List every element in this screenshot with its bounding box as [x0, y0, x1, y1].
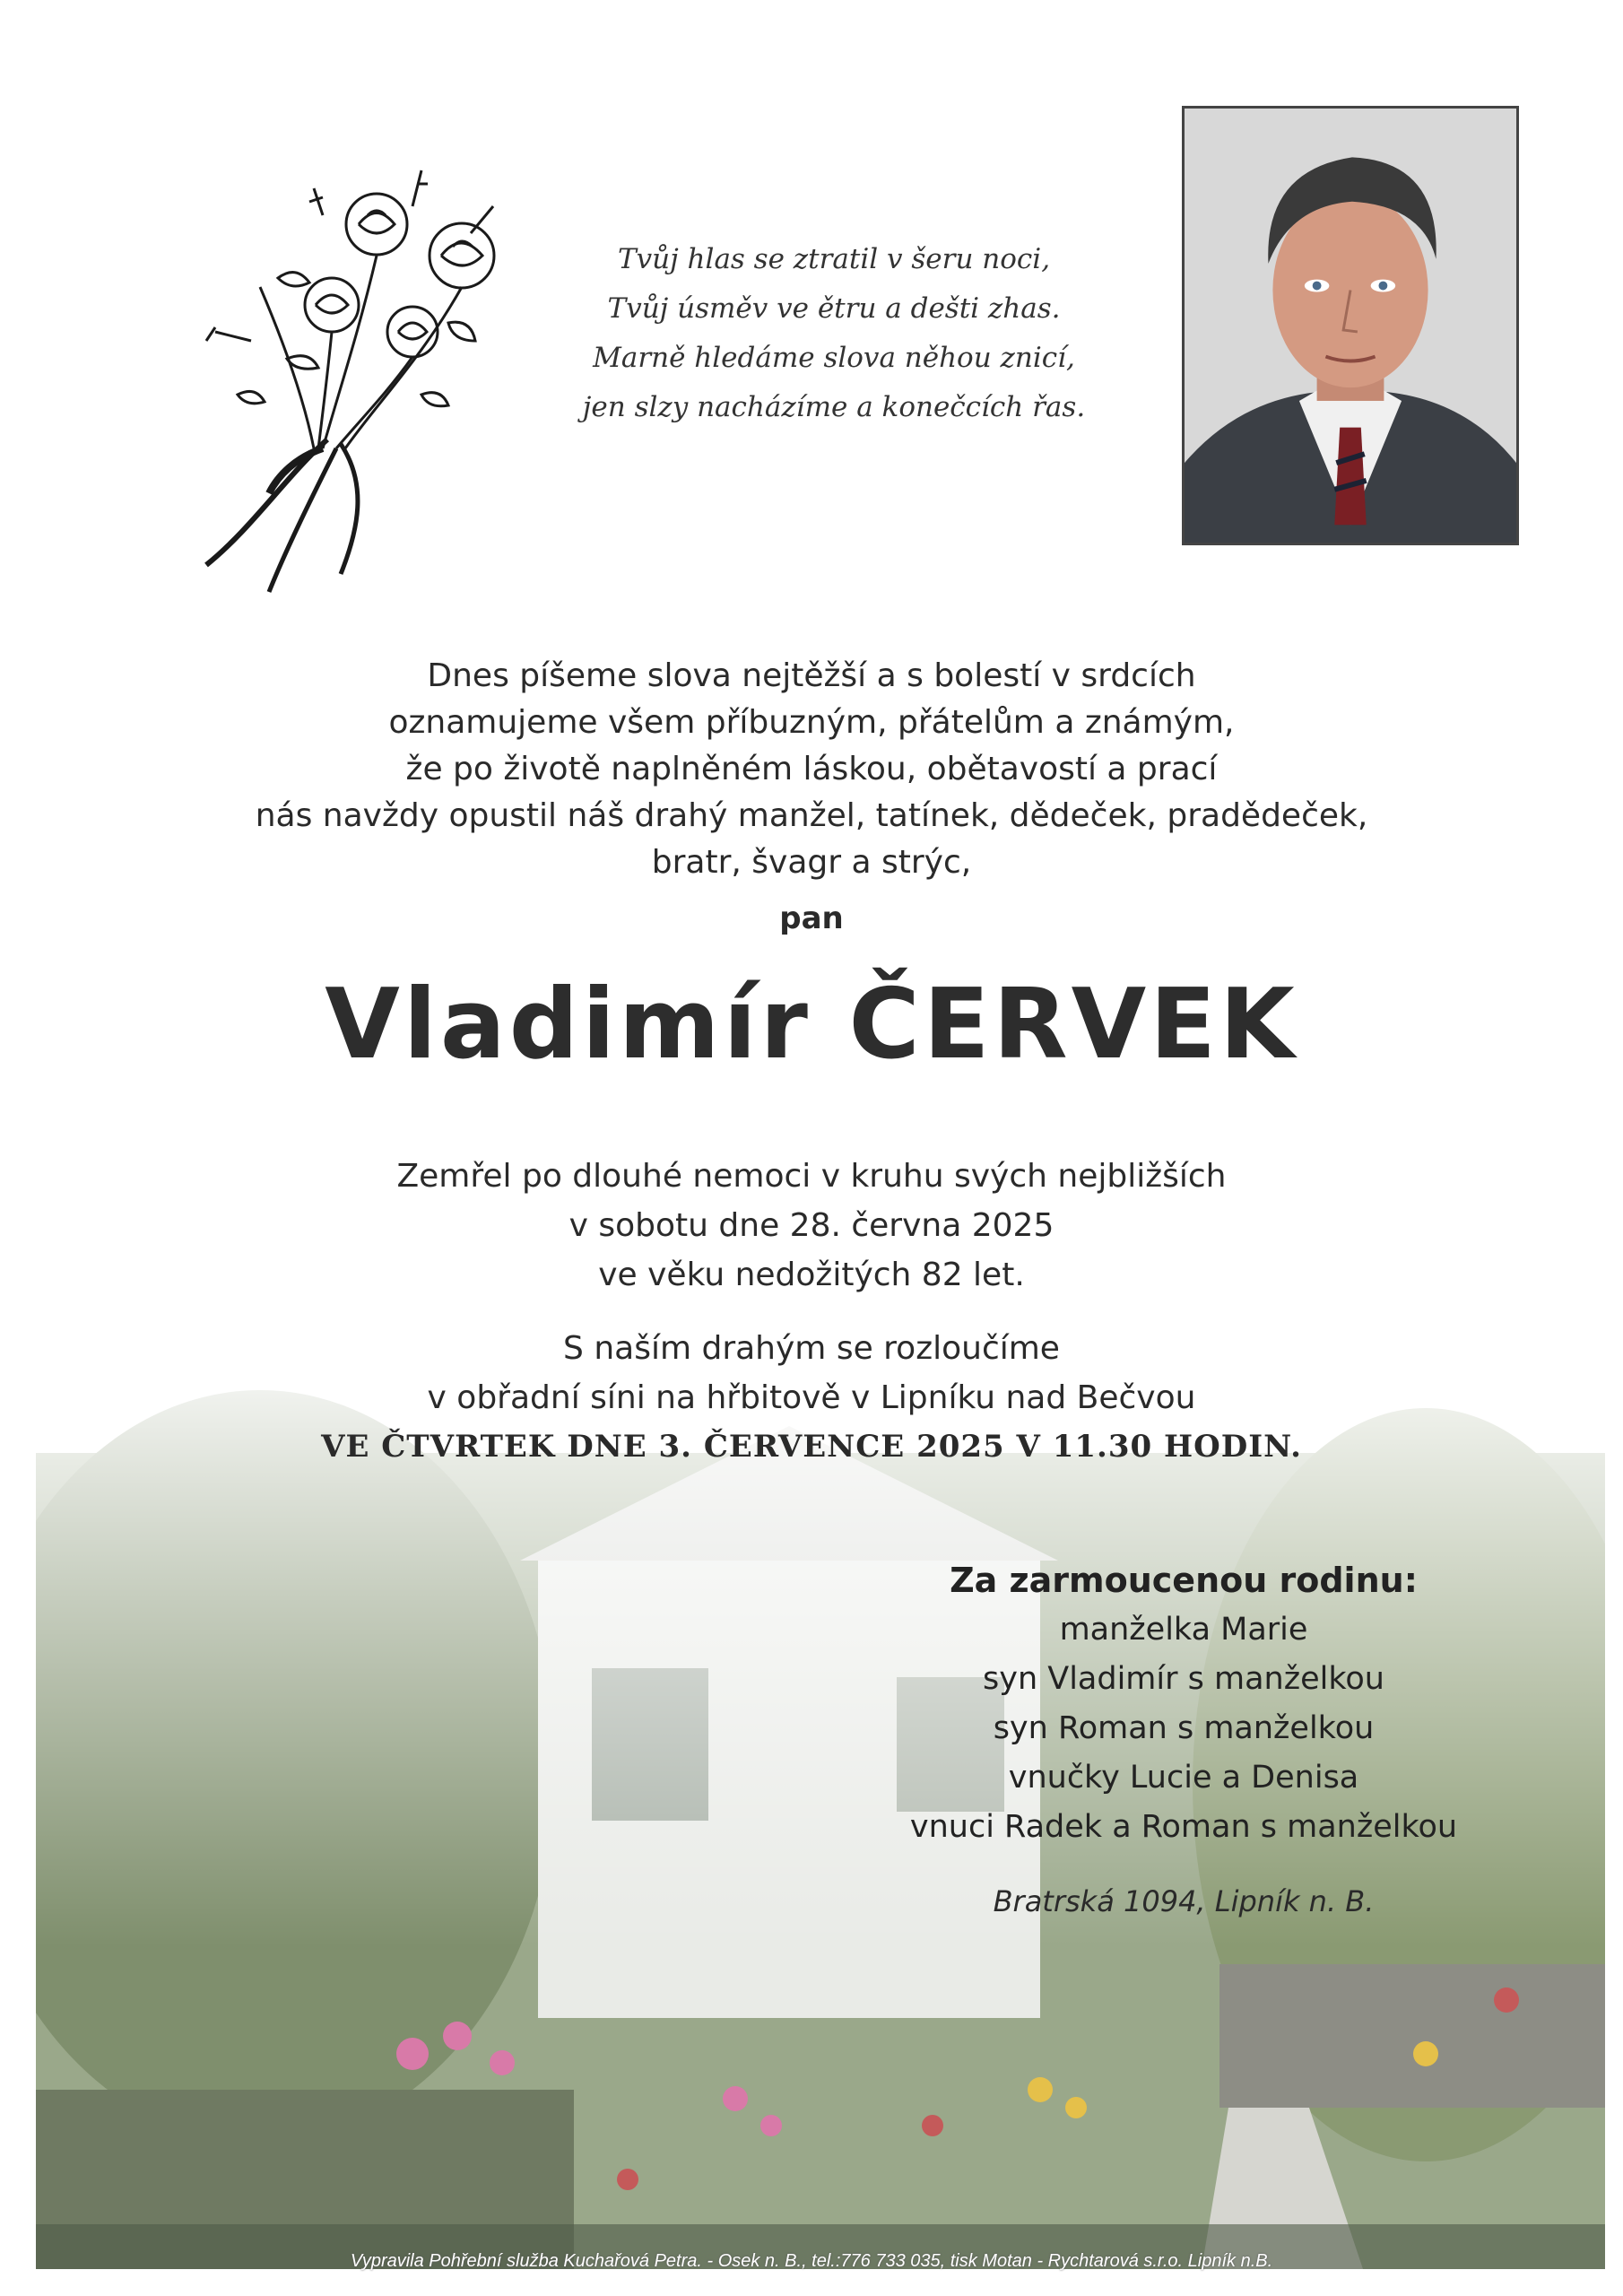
- family-member: syn Vladimír s manželkou: [983, 1661, 1384, 1697]
- announcement-text: [0, 653, 1623, 886]
- poem: [502, 235, 1166, 432]
- deceased-portrait-photo: [1182, 106, 1519, 545]
- announcement-line: bratr, švagr a strýc,: [651, 844, 972, 881]
- rose-bouquet-illustration: [152, 152, 529, 619]
- title-prefix: pan: [779, 900, 844, 936]
- family-member: manželka Marie: [1059, 1612, 1308, 1648]
- family-member: vnučky Lucie a Denisa: [1008, 1760, 1359, 1796]
- family-heading: Za zarmoucenou rodinu:: [950, 1561, 1418, 1600]
- announcement-line: že po životě naplněném láskou, obětavostí a prací: [405, 751, 1218, 787]
- funeral-date-time: VE ČTVRTEK DNE 3. ČERVENCE 2025 V 11.30 HODIN.: [321, 1429, 1302, 1465]
- funeral-service-footer: Vypravila Pohřební služba Kuchařová Petra. - Osek n. B., tel.:776 733 035, tisk Motan - Rychtarová s.r.o. Lipník n.B.: [350, 2251, 1273, 2271]
- death-details: [0, 1152, 1623, 1300]
- rose-icon: [346, 194, 407, 255]
- poem-line: Tvůj úsměv ve ětru a dešti zhas.: [607, 292, 1061, 325]
- death-line: Zemřel po dlouhé nemoci v kruhu svých nejbližších: [396, 1158, 1227, 1195]
- announcement-line: oznamujeme všem příbuzným, přátelům a známým,: [388, 704, 1235, 741]
- family-address: Bratrská 1094, Lipník n. B.: [993, 1884, 1375, 1918]
- announcement-line: nás navždy opustil náš drahý manžel, tatínek, dědeček, pradědeček,: [255, 797, 1368, 834]
- funeral-line: S naším drahým se rozloučíme: [563, 1330, 1060, 1367]
- family-signature: [879, 1556, 1488, 1926]
- funeral-details: [0, 1324, 1623, 1472]
- death-line: ve věku nedožitých 82 let.: [598, 1257, 1025, 1293]
- death-line: v sobotu dne 28. června 2025: [568, 1207, 1055, 1244]
- deceased-name: Vladimír ČERVEK: [325, 969, 1298, 1081]
- family-member: vnuci Radek a Roman s manželkou: [909, 1809, 1458, 1845]
- poem-line: Tvůj hlas se ztratil v šeru noci,: [617, 243, 1051, 275]
- poem-line: Marně hledáme slova něhou znicí,: [593, 342, 1075, 374]
- poem-line: jen slzy nacházíme a konečcích řas.: [582, 391, 1086, 423]
- announcement-line: Dnes píšeme slova nejtěžší a s bolestí v srdcích: [427, 657, 1196, 694]
- funeral-line: v obřadní síni na hřbitově v Lipníku nad Bečvou: [427, 1379, 1196, 1416]
- family-member: syn Roman s manželkou: [993, 1710, 1375, 1746]
